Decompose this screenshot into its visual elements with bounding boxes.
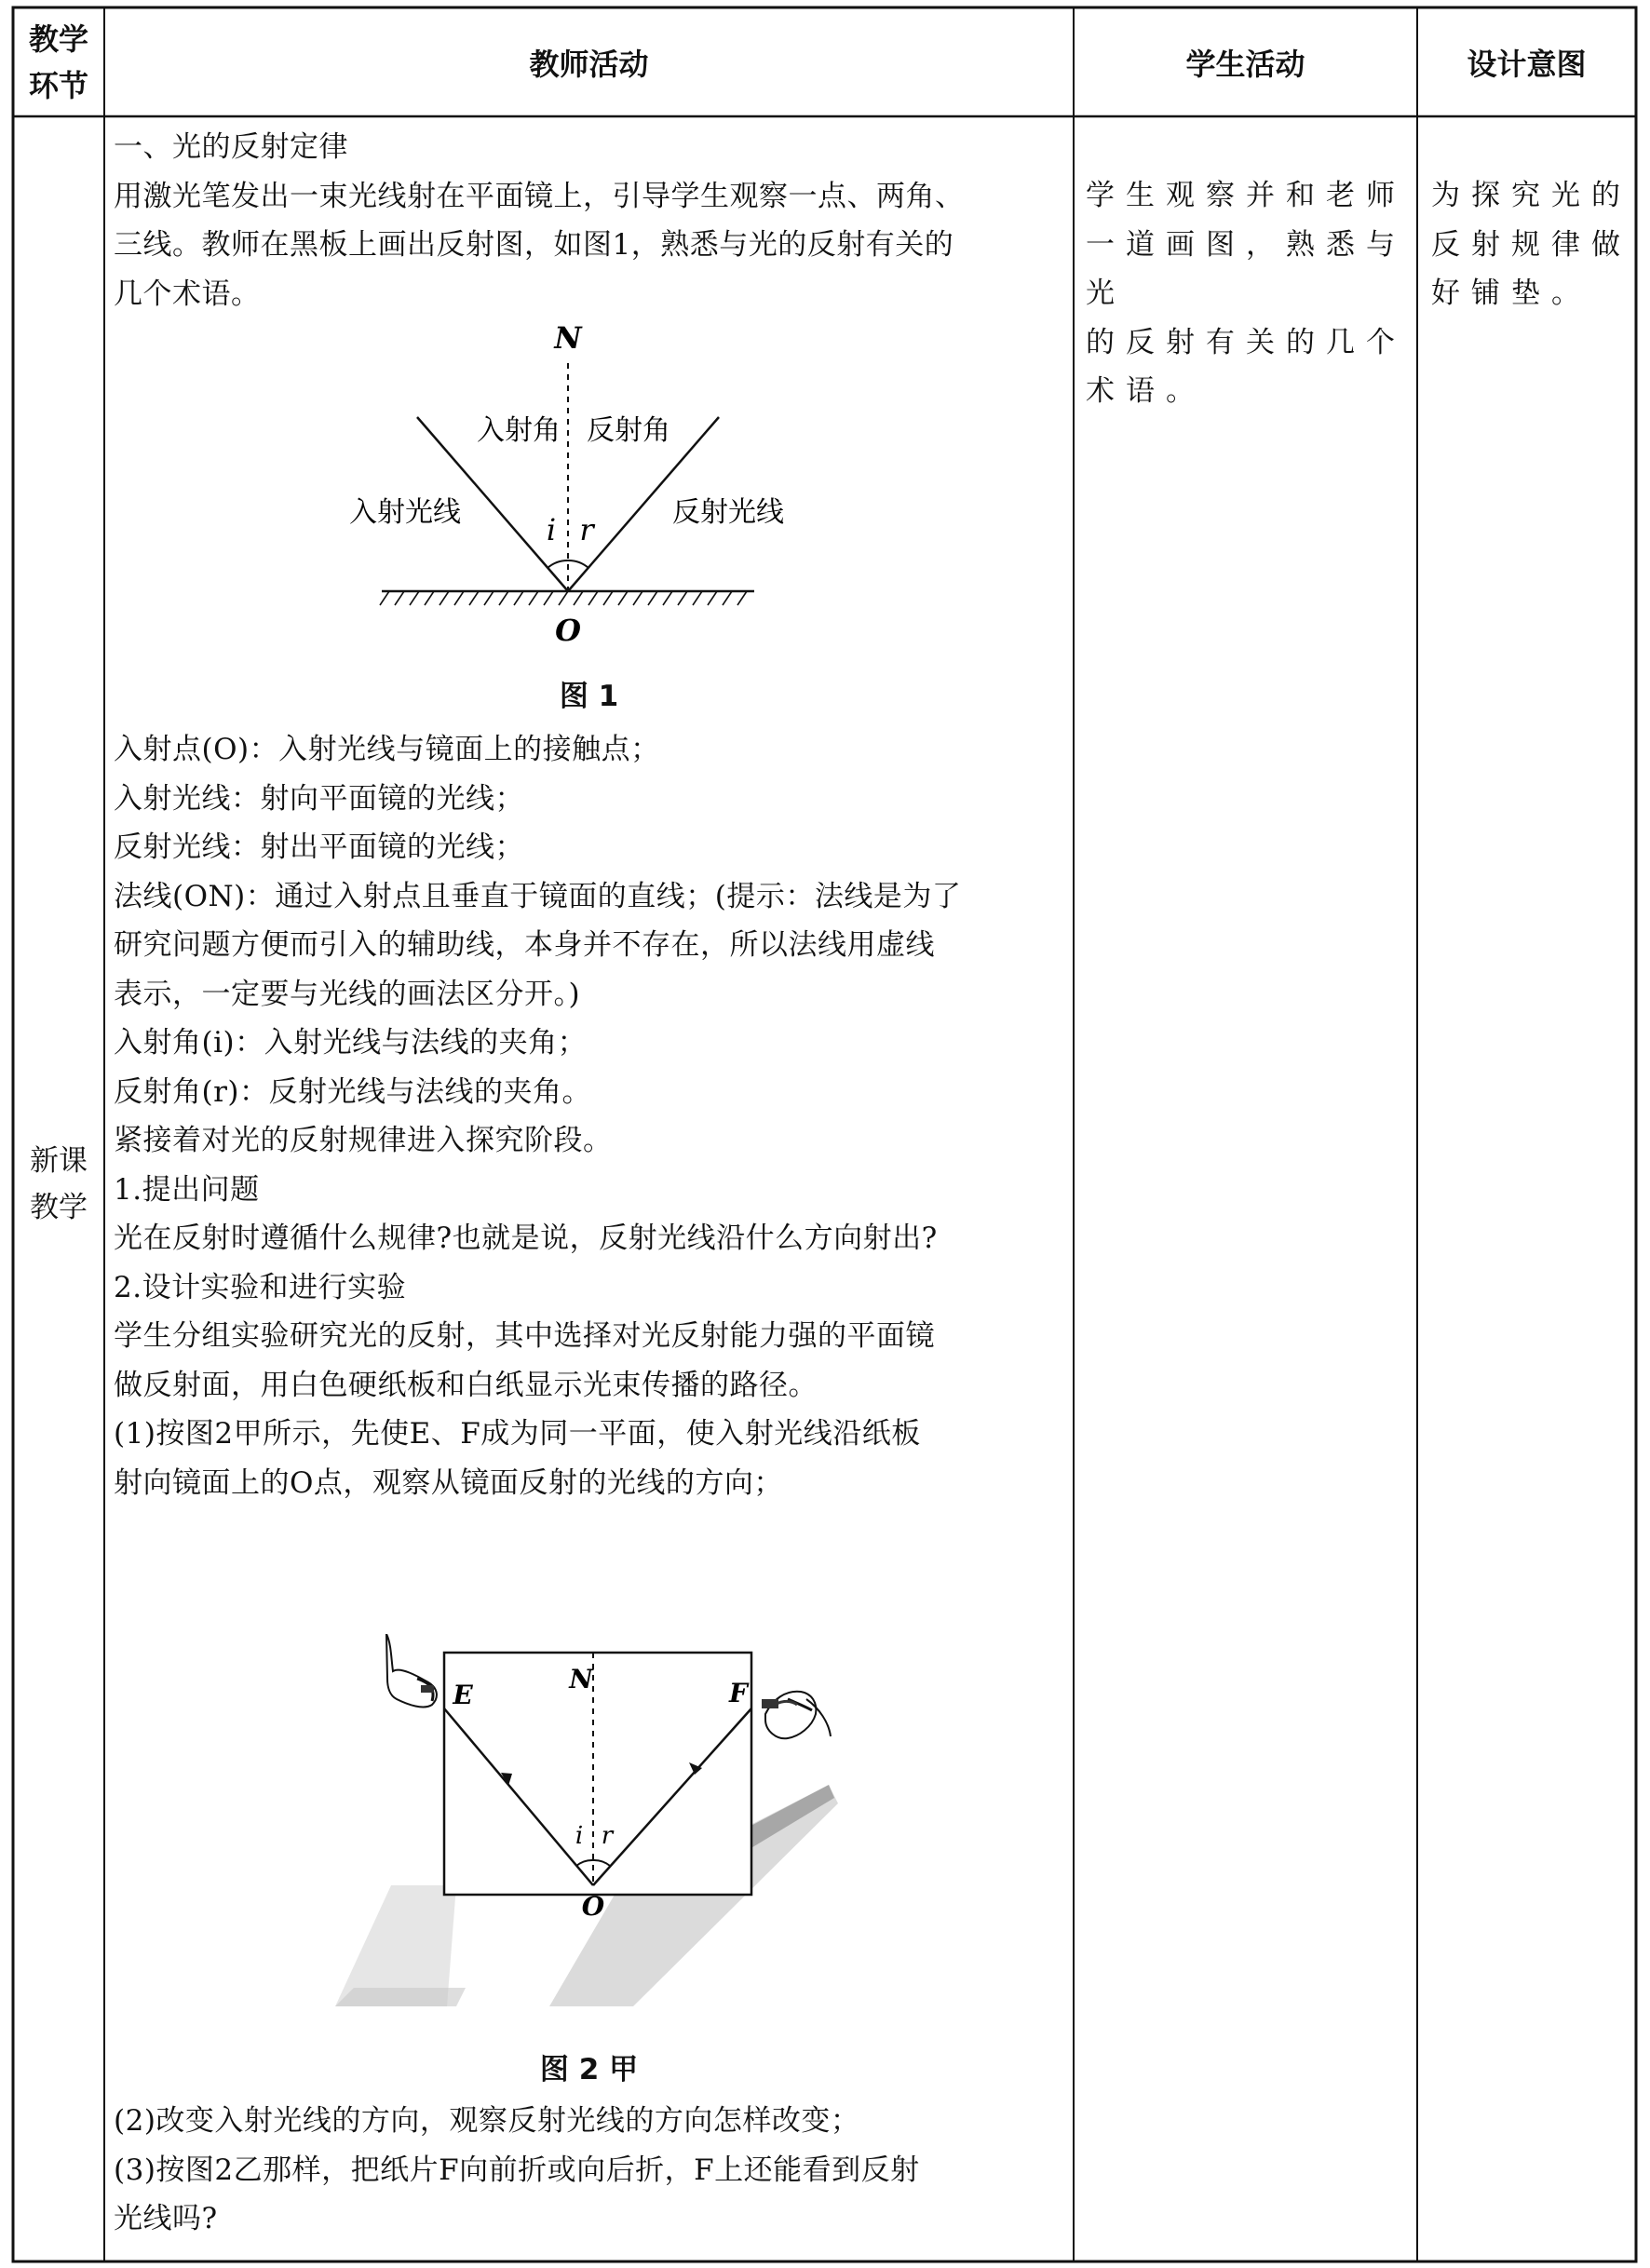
stage-label-line-2: 教学 [30, 1191, 88, 1224]
label-i2: i [575, 1822, 584, 1850]
label-r: r [579, 512, 594, 547]
term-line: 射向镜面上的O点，观察从镜面反射的光线的方向； [114, 1465, 783, 1500]
student-line: 学生观察并和老师 [1086, 179, 1406, 212]
figure-2a-experiment [335, 1634, 838, 2016]
incident-angle-arc [548, 560, 568, 568]
student-line: 术语。 [1086, 374, 1206, 408]
intro-line: 用激光笔发出一束光线射在平面镜上，引导学生观察一点、两角、 [114, 179, 965, 213]
term-line: 法线(ON)：通过入射点且垂直于镜面的直线；(提示：法线是为了 [114, 879, 962, 913]
table-shadow-left [335, 1885, 466, 2006]
intro-line: 三线。教师在黑板上画出反射图，如图1，熟悉与光的反射有关的 [114, 228, 954, 262]
label-i: i [546, 512, 557, 547]
term-line: 研究问题方便而引入的辅助线，本身并不存在，所以法线用虚线 [114, 928, 935, 962]
term-line: 1.提出问题 [114, 1172, 260, 1207]
design-intent-text [1431, 171, 1631, 318]
term-line: (1)按图2甲所示，先使E、F成为同一平面，使入射光线沿纸板 [114, 1417, 921, 1451]
term-line: 入射光线：射向平面镜的光线； [114, 781, 524, 816]
label-O: O [555, 613, 581, 648]
header-stage [13, 7, 104, 116]
label-N: N [554, 320, 582, 356]
hand-right-icon [762, 1692, 831, 1739]
intro-line: 几个术语。 [114, 277, 261, 311]
reflect-angle-arc [568, 560, 588, 568]
term-line: 学生分组实验研究光的反射，其中选择对光反射能力强的平面镜 [114, 1319, 935, 1353]
label-N2: N [569, 1664, 593, 1694]
teacher-tail [114, 2097, 1068, 2244]
stage-label [13, 1138, 104, 1231]
tail-line: 光线吗? [114, 2202, 218, 2235]
term-line: 入射点(O)：入射光线与镜面上的接触点； [114, 733, 660, 766]
term-line: 光在反射时遵循什么规律?也就是说，反射光线沿什么方向射出? [114, 1222, 938, 1255]
label-r2: r [601, 1822, 614, 1850]
stage-label-line-1: 新课 [30, 1144, 88, 1178]
term-line: 反射角(r)：反射光线与法线的夹角。 [114, 1074, 592, 1109]
label-F: F [729, 1678, 748, 1708]
term-line: 反射光线：射出平面镜的光线； [114, 830, 524, 864]
header-design-intent: 设计意图 [1467, 46, 1587, 82]
figure-1-caption: 图 1 [559, 680, 619, 713]
teacher-terms [114, 725, 1068, 1507]
label-incident-angle: 入射角 [477, 414, 561, 447]
header-stage-line-1: 教学 [28, 20, 88, 57]
intent-line: 为探究光的 [1431, 179, 1631, 212]
intent-line: 好铺垫。 [1431, 277, 1591, 310]
student-line: 一道画图，熟悉与光 [1086, 227, 1406, 310]
student-line: 的反射有关的几个 [1086, 325, 1406, 359]
teacher-intro [114, 123, 1068, 318]
figure-2a-caption: 图 2 甲 [539, 2053, 639, 2086]
tail-line: (3)按图2乙那样，把纸片F向前折或向后折，F上还能看到反射 [114, 2153, 920, 2187]
tail-line: (2)改变入射光线的方向，观察反射光线的方向怎样改变； [114, 2104, 860, 2138]
section-title: 一、光的反射定律 [114, 130, 348, 164]
label-E: E [453, 1680, 473, 1710]
term-line: 表示，一定要与光线的画法区分开。) [114, 977, 581, 1011]
header-teacher-activity: 教师活动 [529, 46, 649, 82]
hand-left-icon [386, 1634, 437, 1707]
figure-1-reflection-diagram [317, 317, 819, 661]
label-reflected-ray: 反射光线 [672, 496, 784, 529]
term-line: 紧接着对光的反射规律进入探究阶段。 [114, 1124, 613, 1157]
paper-board-EF [444, 1653, 751, 1895]
term-line: 入射角(i)：入射光线与法线的夹角； [114, 1026, 588, 1060]
term-line: 2.设计实验和进行实验 [114, 1270, 407, 1304]
header-stage-line-2: 环节 [28, 67, 88, 103]
student-activity-text [1086, 171, 1412, 416]
header-student-activity: 学生活动 [1185, 46, 1305, 82]
mirror-hatching [380, 591, 747, 605]
label-O2: O [581, 1891, 605, 1922]
label-reflect-angle: 反射角 [587, 414, 670, 447]
term-line: 做反射面，用白色硬纸板和白纸显示光束传播的路径。 [114, 1368, 818, 1402]
intent-line: 反射规律做 [1431, 227, 1631, 262]
label-incident-ray: 入射光线 [349, 496, 461, 529]
